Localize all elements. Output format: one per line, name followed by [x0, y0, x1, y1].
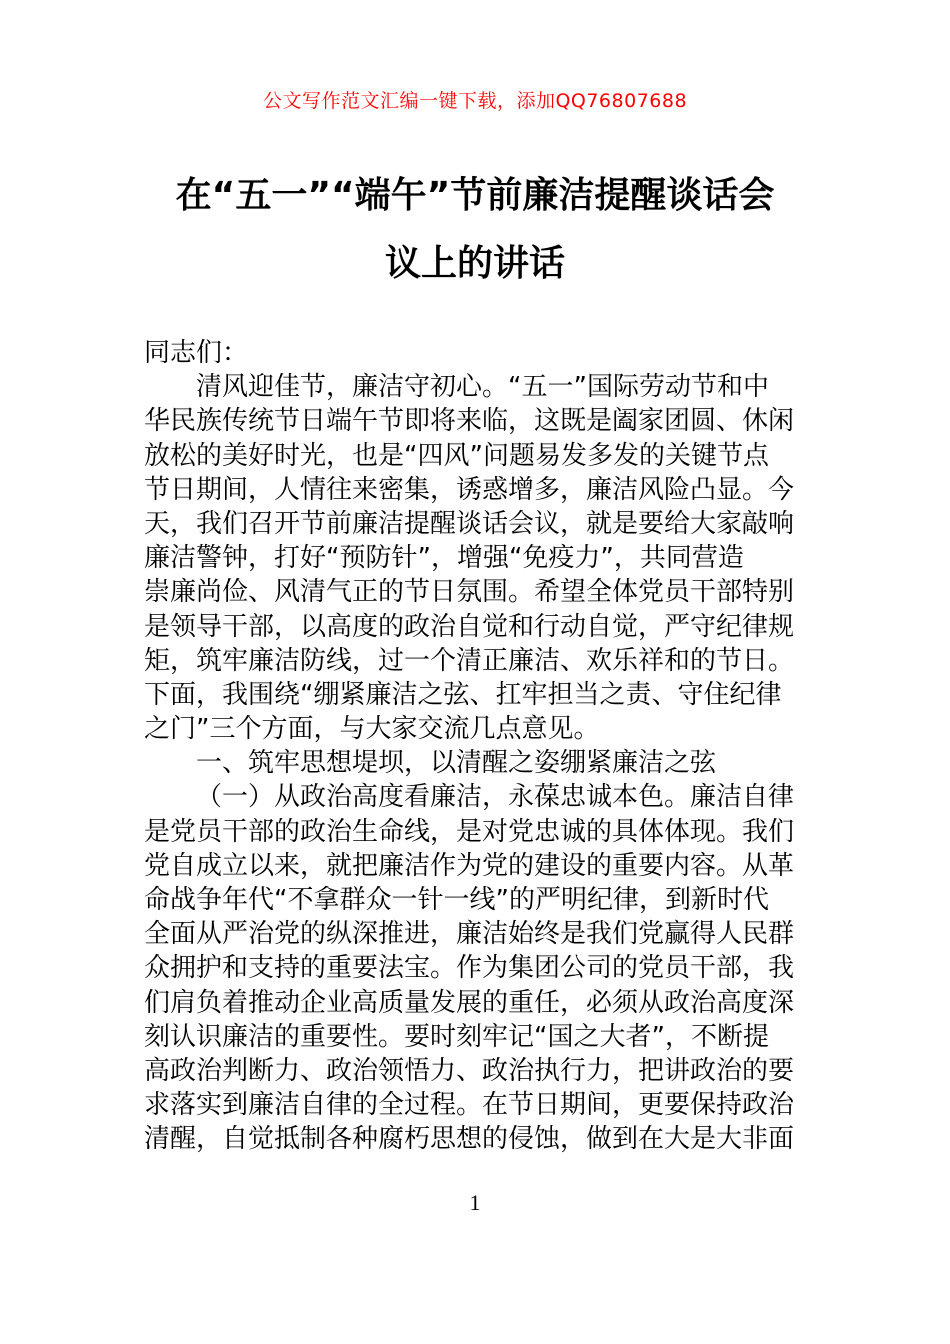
body-line: 求落实到廉洁自律的全过程。在节日期间，更要保持政治: [144, 1090, 795, 1121]
body-line: 崇廉尚俭、风清气正的节日氛围。希望全体党员干部特别: [144, 577, 795, 608]
body-line: 命战争年代“不拿群众一针一线”的严明纪律，到新时代: [144, 885, 769, 915]
document-title-line-1: 在“五一”“端午”节前廉洁提醒谈话会: [175, 175, 775, 216]
body-line: 们肩负着推动企业高质量发展的重任，必须从政治高度深: [144, 987, 795, 1018]
body-line: 众拥护和支持的重要法宝。作为集团公司的党员干部，我: [144, 953, 795, 984]
body-line: 清醒，自觉抵制各种腐朽思想的侵蚀，做到在大是大非面: [144, 1124, 795, 1155]
document-title-line-2: 议上的讲话: [384, 243, 565, 284]
body-line: 全面从严治党的纵深推进，廉洁始终是我们党赢得人民群: [144, 919, 795, 950]
body-line: 是领导干部，以高度的政治自觉和行动自觉，严守纪律规: [144, 611, 795, 642]
body-line: 矩，筑牢廉洁防线，过一个清正廉洁、欢乐祥和的节日。: [144, 645, 795, 676]
body-line: 刻认识廉洁的重要性。要时刻牢记“国之大者”，不断提: [144, 1021, 769, 1052]
body-line: 是党员干部的政治生命线，是对党忠诚的具体体现。我们: [144, 816, 795, 847]
salutation: 同志们：: [144, 338, 249, 368]
body-line: 下面，我围绕“绷紧廉洁之弦、扛牢担当之责、守住纪律: [144, 679, 782, 710]
body-line: （一）从政治高度看廉洁，永葆忠诚本色。廉洁自律: [196, 782, 795, 813]
body-line: 之门”三个方面，与大家交流几点意见。: [144, 714, 600, 745]
body-line: 党自成立以来，就把廉洁作为党的建设的重要内容。从革: [144, 850, 795, 881]
body-line: 清风迎佳节，廉洁守初心。“五一”国际劳动节和中: [196, 372, 769, 403]
document-body: [144, 336, 824, 1157]
body-line: 高政治判断力、政治领悟力、政治执行力，把讲政治的要: [144, 1055, 795, 1086]
body-line: 放松的美好时光，也是“四风”问题易发多发的关键节点: [144, 440, 769, 471]
section-heading: 一、筑牢思想堤坝，以清醒之姿绷紧廉洁之弦: [196, 748, 717, 779]
body-line: 华民族传统节日端午节即将来临，这既是阖家团圆、休闲: [144, 406, 795, 437]
body-line: 天，我们召开节前廉洁提醒谈话会议，就是要给大家敲响: [144, 508, 795, 539]
header-note: 公文写作范文汇编一键下载，添加QQ76807688: [262, 90, 688, 112]
body-line: 廉洁警钟，打好“预防针”，增强“免疫力”，共同营造: [144, 543, 744, 574]
page-number: 1: [469, 1190, 481, 1215]
body-line: 节日期间，人情往来密集，诱惑增多，廉洁风险凸显。今: [144, 474, 795, 505]
